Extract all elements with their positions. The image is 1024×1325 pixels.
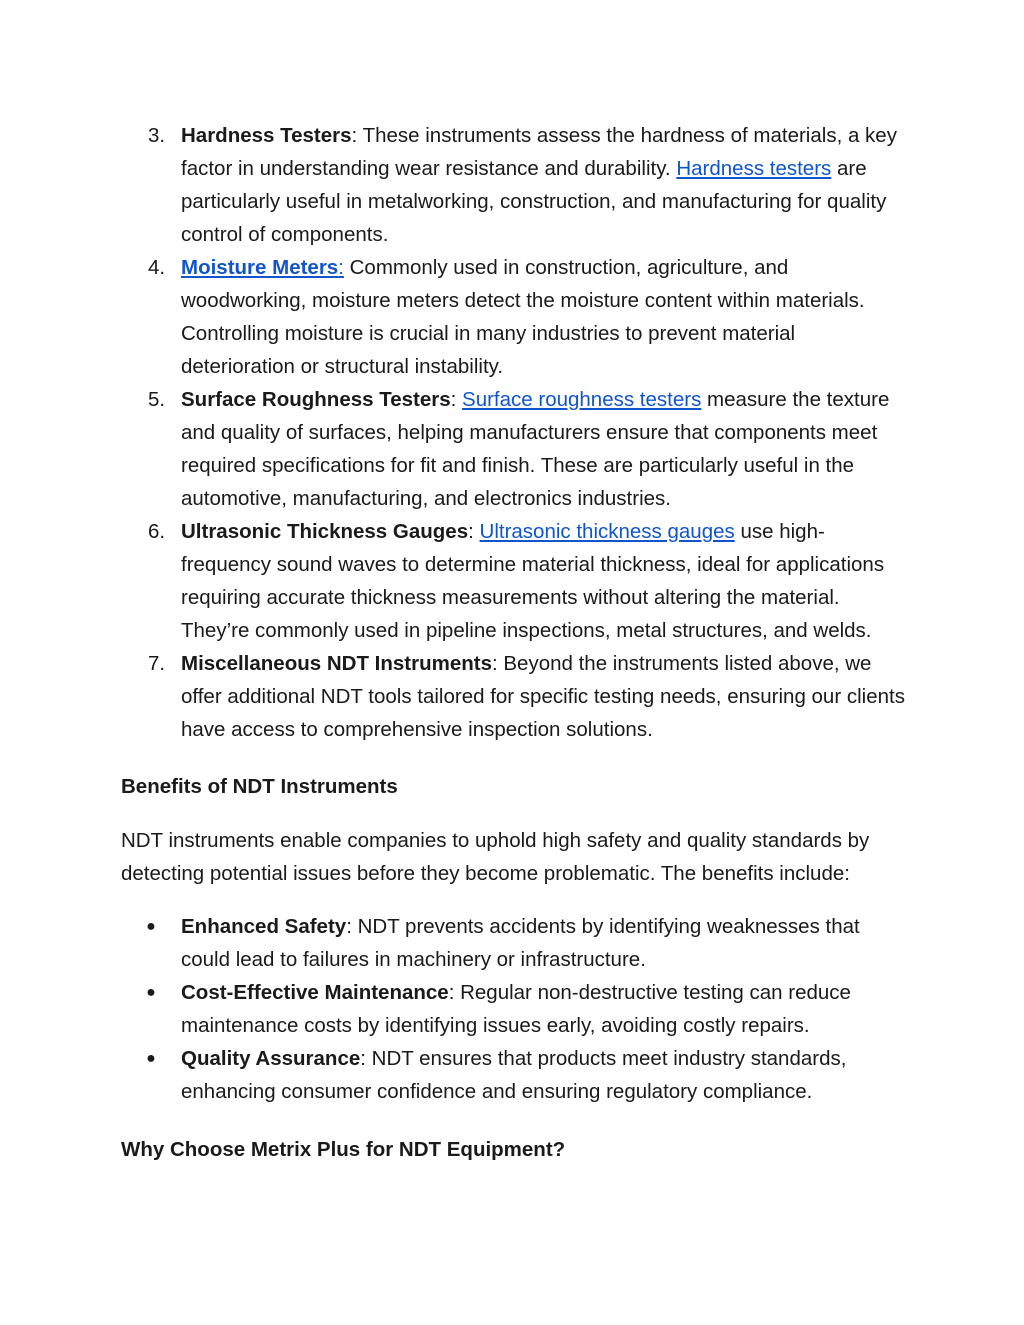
term-separator: : <box>491 652 498 675</box>
why-choose-heading: Why Choose Metrix Plus for NDT Equipment? <box>121 1138 566 1161</box>
list-number: 6. <box>148 520 166 543</box>
term-separator: : <box>468 520 480 543</box>
item-text: : NDT ensures that products meet industry standards, enhancing consumer confidence and ensuring regulatory compliance. <box>181 1047 847 1103</box>
item-text: use high-frequency sound waves to determine material thickness, ideal for applications requiring accurate thickness measurements without altering the material. They’re commonly used in pipeline inspections, metal structures, and welds. <box>181 520 885 642</box>
instruments-list <box>121 119 911 746</box>
bullet-icon: ● <box>146 918 156 935</box>
document-page <box>121 119 911 1166</box>
term-ultrasonic-thickness-gauges: Ultrasonic Thickness Gauges <box>181 520 469 543</box>
benefits-list <box>121 910 911 1108</box>
list-item-quality-assurance <box>121 1042 911 1108</box>
bullet-icon: ● <box>146 1050 156 1067</box>
term-cost-effective-maintenance: Cost-Effective Maintenance <box>181 981 449 1004</box>
list-item-hardness-testers <box>121 119 911 251</box>
term-separator: : <box>450 388 463 411</box>
list-number: 5. <box>148 388 166 411</box>
item-text: are particularly useful in metalworking, construction, and manufacturing for quality control of components. <box>181 157 887 246</box>
list-item-miscellaneous-ndt <box>121 647 911 746</box>
list-item-ultrasonic-thickness-gauges <box>121 515 911 647</box>
item-text: : NDT prevents accidents by identifying weaknesses that could lead to failures in machinery or infrastructure. <box>181 915 860 971</box>
bullet-icon: ● <box>146 984 156 1001</box>
list-number: 3. <box>148 124 166 147</box>
list-item-enhanced-safety <box>121 910 911 976</box>
moisture-meters-link[interactable]: Moisture Meters: <box>181 256 344 279</box>
hardness-testers-link[interactable]: Hardness testers <box>676 157 832 180</box>
item-text: : Regular non-destructive testing can reduce maintenance costs by identifying issues early, avoiding costly repairs. <box>181 981 851 1037</box>
term-quality-assurance: Quality Assurance <box>181 1047 361 1070</box>
list-number: 7. <box>148 652 166 675</box>
item-text: measure the texture and quality of surfaces, helping manufacturers ensure that components meet required specifications for fit and finish. These are particularly useful in the automotive, manufacturing, and electronics industries. <box>181 388 890 510</box>
term-separator: : <box>351 124 358 147</box>
list-item-surface-roughness-testers <box>121 383 911 515</box>
list-number: 4. <box>148 256 166 279</box>
term-hardness-testers: Hardness Testers <box>181 124 352 147</box>
list-item-cost-effective-maintenance <box>121 976 911 1042</box>
item-text: Beyond the instruments listed above, we offer additional NDT tools tailored for specific testing needs, ensuring our clients have access to comprehensive inspection solutions. <box>181 652 905 741</box>
term-enhanced-safety: Enhanced Safety <box>181 915 347 938</box>
term-miscellaneous-ndt: Miscellaneous NDT Instruments <box>181 652 492 675</box>
list-item-moisture-meters <box>121 251 911 383</box>
term-surface-roughness-testers: Surface Roughness Testers <box>181 388 451 411</box>
item-text: These instruments assess the hardness of materials, a key factor in understanding wear resistance and durability. <box>181 124 897 180</box>
ultrasonic-thickness-gauges-link[interactable]: Ultrasonic thickness gauges <box>479 520 735 543</box>
benefits-heading: Benefits of NDT Instruments <box>121 775 398 798</box>
surface-roughness-testers-link[interactable]: Surface roughness testers <box>462 388 702 411</box>
benefits-intro: NDT instruments enable companies to uphold high safety and quality standards by detecting potential issues before they become problematic. The benefits include: <box>121 829 870 885</box>
item-text: Commonly used in construction, agriculture, and woodworking, moisture meters detect the moisture content within materials. Controlling moisture is crucial in many industries to prevent material deterioration or structural instability. <box>181 256 865 378</box>
